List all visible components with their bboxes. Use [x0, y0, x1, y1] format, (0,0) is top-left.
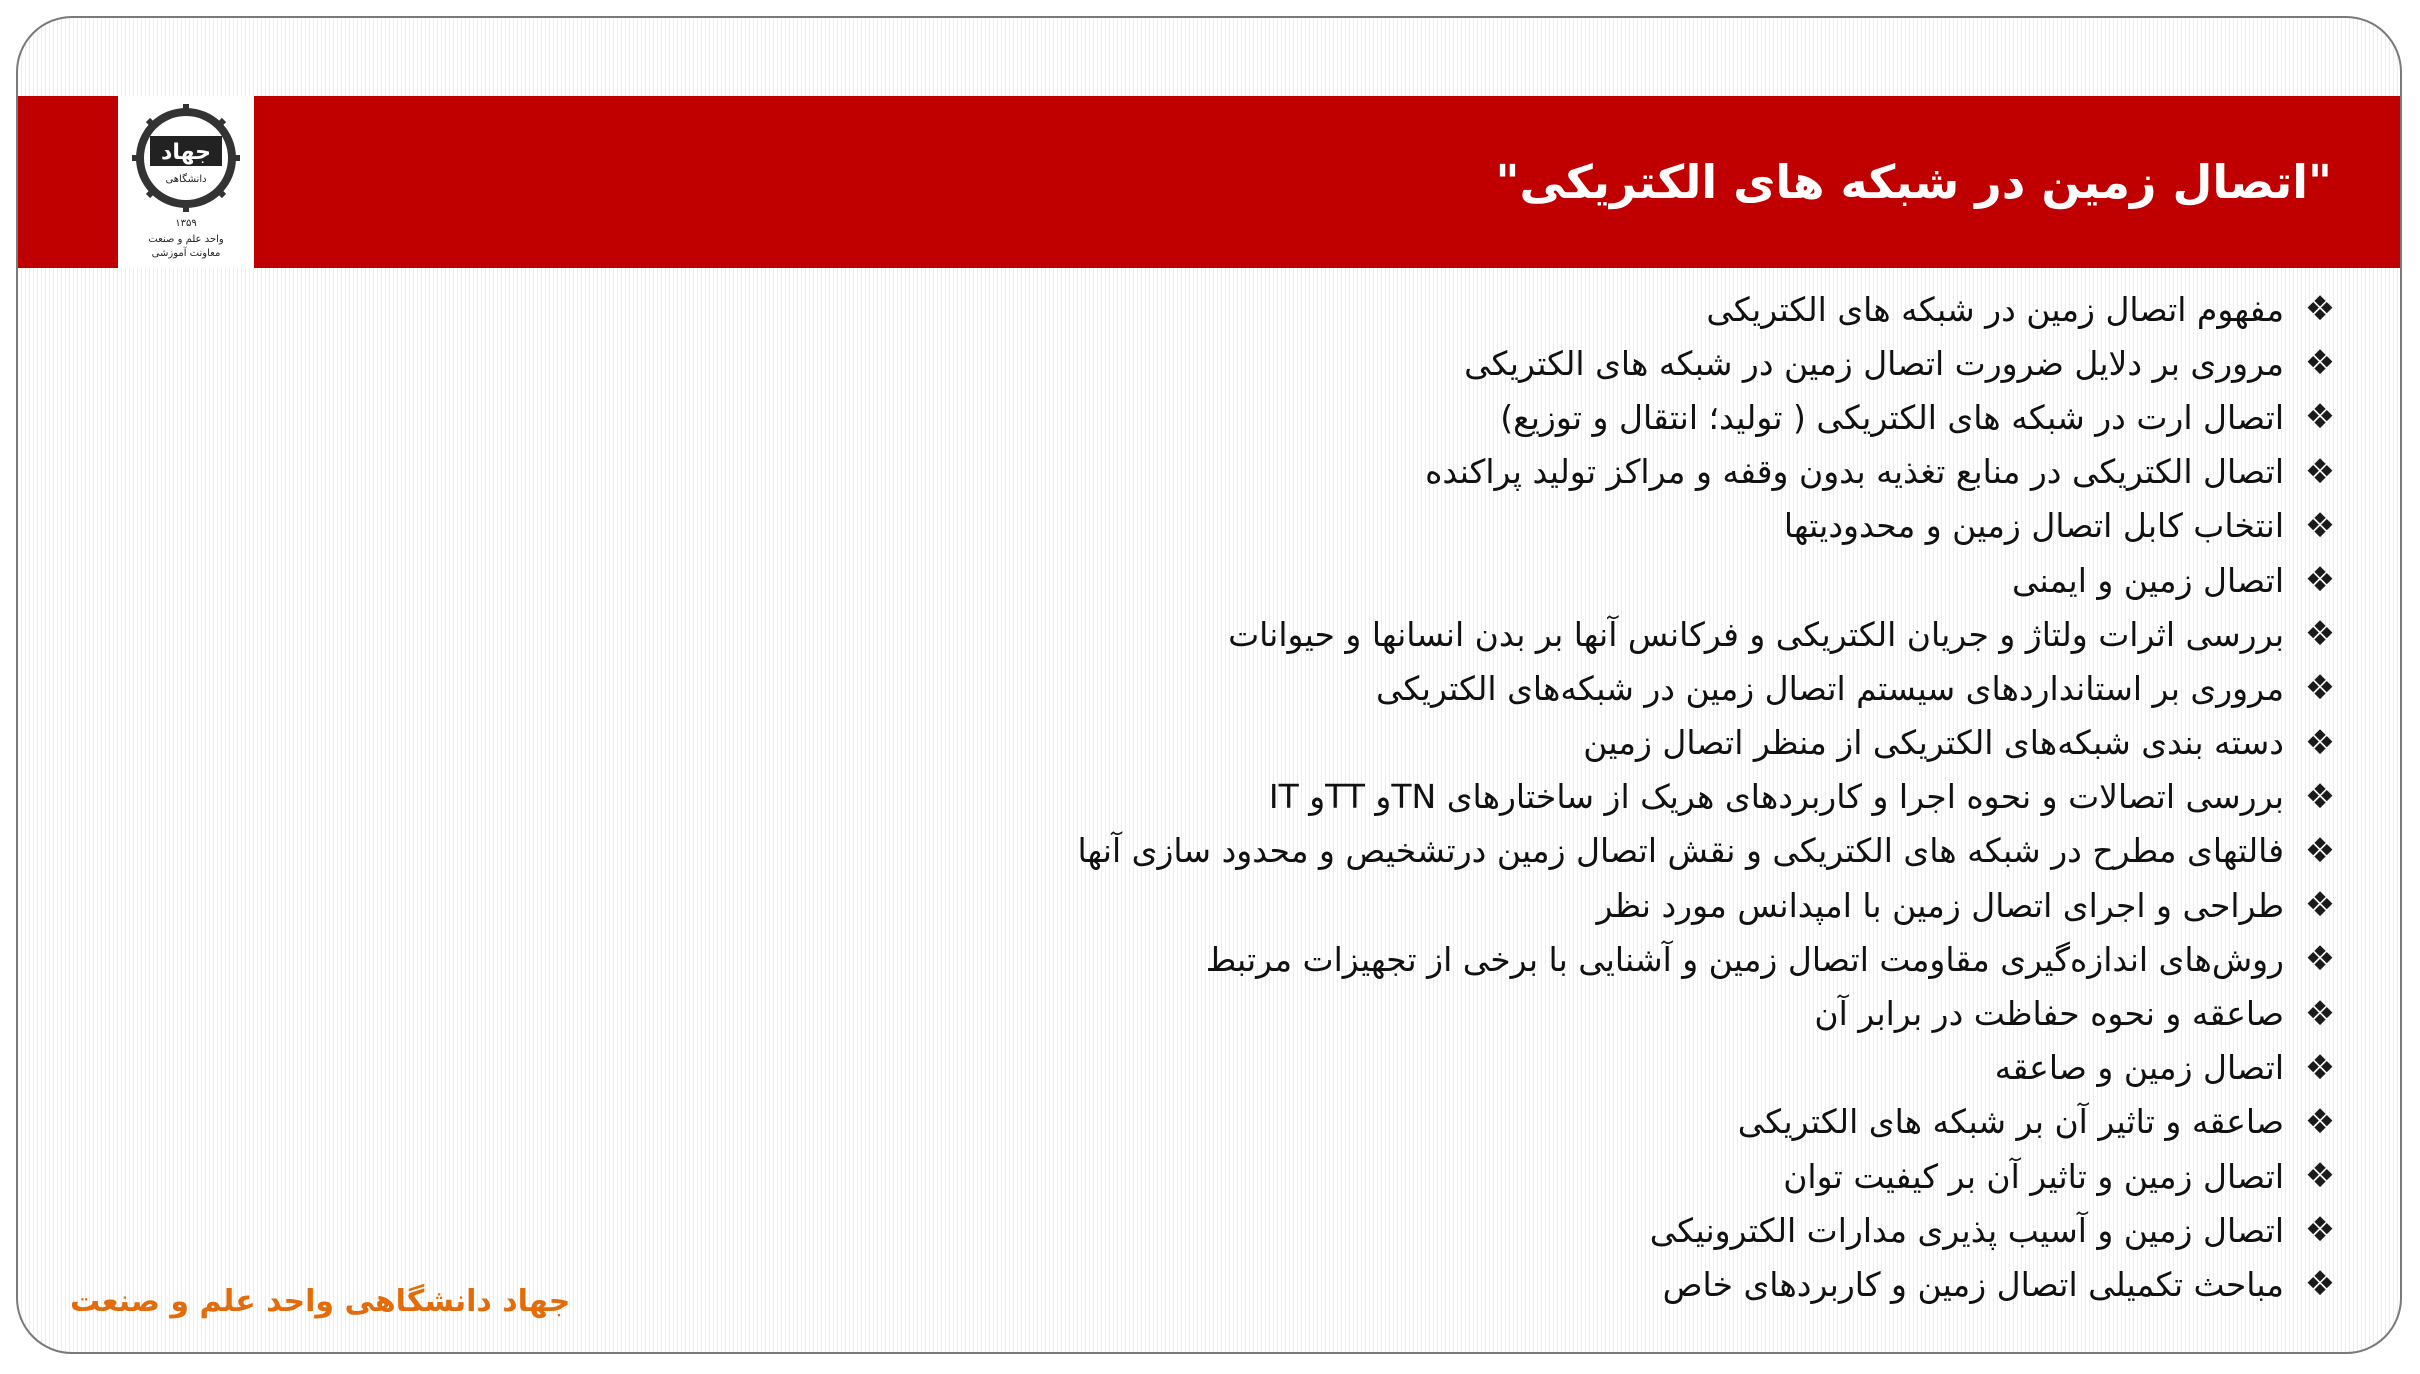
four-diamond-bullet-icon: ❖ — [2304, 668, 2336, 709]
bullet-text: صاعقه و نحوه حفاظت در برابر آن — [1814, 994, 2284, 1034]
bullet-item — [1078, 282, 2345, 336]
four-diamond-bullet-icon: ❖ — [2304, 830, 2336, 871]
four-diamond-bullet-icon: ❖ — [2304, 560, 2336, 601]
bullet-item — [1078, 716, 2345, 770]
bullet-text: بررسی اثرات ولتاژ و جریان الکتریکی و فرکانس آنها بر بدن انسانها و حیوانات — [1228, 614, 2284, 654]
bullet-item — [1078, 336, 2345, 390]
bullet-item — [1078, 661, 2345, 715]
logo-text-sub: دانشگاهی — [165, 174, 207, 185]
bullet-item — [1078, 1095, 2345, 1149]
four-diamond-bullet-icon: ❖ — [2304, 505, 2336, 546]
bullet-item — [1078, 986, 2345, 1040]
four-diamond-bullet-icon: ❖ — [2304, 993, 2336, 1034]
bullet-text: فالتهای مطرح در شبکه های الکتریکی و نقش اتصال زمین درتشخیص و محدود سازی آنها — [1077, 831, 2284, 871]
four-diamond-bullet-icon: ❖ — [2304, 1101, 2336, 1142]
logo-caption-1: واحد علم و صنعت — [148, 234, 224, 245]
bullet-text: مفهوم اتصال زمین در شبکه های الکتریکی — [1706, 289, 2284, 329]
bullet-text: دسته بندی شبکه‌های الکتریکی از منظر اتصال زمین — [1583, 723, 2284, 763]
four-diamond-bullet-icon: ❖ — [2304, 1047, 2336, 1088]
bullet-item — [1078, 770, 2345, 824]
bullet-text: مباحث تکمیلی اتصال زمین و کاربردهای خاص — [1662, 1264, 2284, 1304]
four-diamond-bullet-icon: ❖ — [2304, 1264, 2336, 1305]
four-diamond-bullet-icon: ❖ — [2304, 614, 2336, 655]
bullet-item — [1078, 824, 2345, 878]
bullet-item — [1078, 1257, 2345, 1311]
four-diamond-bullet-icon: ❖ — [2304, 939, 2336, 980]
slide-frame — [16, 16, 2402, 1354]
slide-title: "اتصال زمین در شبکه های الکتریکی" — [1495, 155, 2332, 209]
bullet-text: طراحی و اجرای اتصال زمین با امپدانس مورد نظر — [1596, 885, 2284, 925]
four-diamond-bullet-icon: ❖ — [2304, 1156, 2336, 1197]
bullet-item — [1078, 553, 2345, 607]
bullet-text: صاعقه و تاثیر آن بر شبکه های الکتریکی — [1737, 1102, 2284, 1142]
bullet-text: انتخاب کابل اتصال زمین و محدودیتها — [1783, 506, 2284, 546]
bullet-text: اتصال زمین و تاثیر آن بر کیفیت توان — [1783, 1156, 2284, 1196]
bullet-text: اتصال ارت در شبکه های الکتریکی ( تولید؛ انتقال و توزیع) — [1500, 397, 2284, 437]
four-diamond-bullet-icon: ❖ — [2304, 1210, 2336, 1251]
bullet-item — [1078, 390, 2345, 444]
bullet-list — [1078, 282, 2345, 1312]
four-diamond-bullet-icon: ❖ — [2304, 343, 2336, 384]
bullet-text: اتصال زمین و صاعقه — [1994, 1048, 2284, 1088]
four-diamond-bullet-icon: ❖ — [2304, 289, 2336, 330]
logo-caption-2: معاونت آموزشی — [151, 248, 221, 259]
logo-year: ۱۳۵۹ — [175, 218, 197, 229]
bullet-text: اتصال الکتریکی در منابع تغذیه بدون وقفه و مراکز تولید پراکنده — [1425, 452, 2284, 492]
bullet-text: مروری بر دلایل ضرورت اتصال زمین در شبکه های الکتریکی — [1464, 343, 2284, 383]
bullet-item — [1078, 1203, 2345, 1257]
logo-text-main: جهاد — [161, 140, 211, 165]
four-diamond-bullet-icon: ❖ — [2304, 397, 2336, 438]
bullet-item — [1078, 607, 2345, 661]
bullet-text: روش‌های اندازه‌گیری مقاومت اتصال زمین و آشنایی با برخی از تجهیزات مرتبط — [1205, 939, 2284, 979]
bullet-item — [1078, 878, 2345, 932]
four-diamond-bullet-icon: ❖ — [2304, 776, 2336, 817]
logo — [118, 96, 254, 268]
bullet-text: بررسی اتصالات و نحوه اجرا و کاربردهای هریک از ساختارهای TNو TTو IT — [1268, 777, 2284, 817]
bullet-text: اتصال زمین و ایمنی — [2012, 560, 2284, 600]
four-diamond-bullet-icon: ❖ — [2304, 722, 2336, 763]
four-diamond-bullet-icon: ❖ — [2304, 451, 2336, 492]
bullet-text: اتصال زمین و آسیب پذیری مدارات الکترونیکی — [1649, 1210, 2284, 1250]
bullet-item — [1078, 932, 2345, 986]
bullet-item — [1078, 445, 2345, 499]
four-diamond-bullet-icon: ❖ — [2304, 885, 2336, 926]
footer-text: جهاد دانشگاهی واحد علم و صنعت — [70, 1284, 571, 1319]
bullet-text: مروری بر استانداردهای سیستم اتصال زمین در شبکه‌های الکتریکی — [1376, 668, 2284, 708]
bullet-item — [1078, 1149, 2345, 1203]
bullet-item — [1078, 1041, 2345, 1095]
jahad-daneshgahi-logo — [122, 98, 250, 266]
bullet-item — [1078, 499, 2345, 553]
